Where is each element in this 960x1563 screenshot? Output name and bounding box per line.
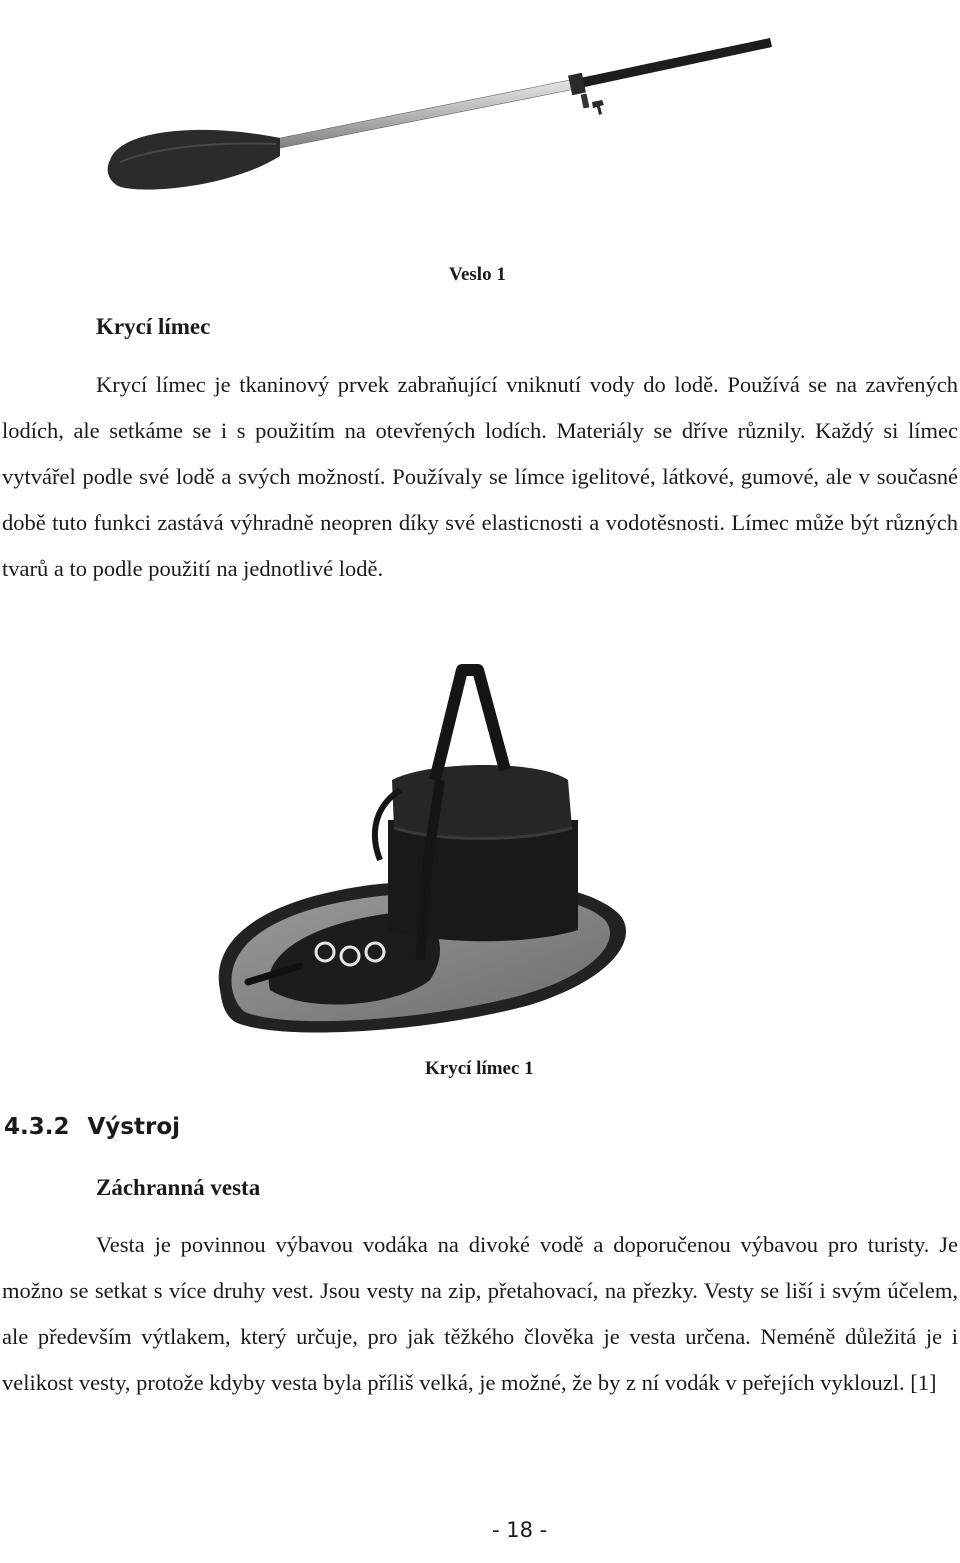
section-number: 4.3.2 <box>4 1114 70 1140</box>
section-title: Výstroj <box>87 1114 181 1140</box>
page-number: - 18 - <box>492 1518 548 1542</box>
spray-skirt-caption: Krycí límec 1 <box>425 1058 534 1079</box>
heading-kryci-limec: Krycí límec <box>96 314 211 339</box>
paragraph-zachranna-vesta <box>2 1222 958 1406</box>
paddle-caption: Veslo 1 <box>449 264 506 285</box>
spray-skirt-image <box>200 660 640 1050</box>
heading-zachranna-vesta: Záchranná vesta <box>96 1175 261 1200</box>
paragraph-kryci-limec-text: Krycí límec je tkaninový prvek zabraňující vniknutí vody do lodě. Používá se na zavřených lodích, ale setkáme se i s použitím na otevřených lodích. Materiály se dříve různily. Každý si límec vytvářel podle své lodě a svých možností. Používaly se límce igelitové, látkové, gumové, ale v současné době tuto funkci zastává výhradně neopren díky své elasticnosti a vodotěsnosti. Límec může být různých tvarů a to podle použití na jednotlivé lodě. <box>2 372 958 581</box>
paragraph-zachranna-vesta-text: Vesta je povinnou výbavou vodáka na divoké vodě a doporučenou výbavou pro turisty. Je možno se setkat s více druhy vest. Jsou vesty na zip, přetahovací, na přezky. Vesty se liší i svým účelem, ale především výtlakem, který určuje, pro jak těžkého člověka je vesta určena. Neméně důležitá je i velikost vesty, protože kdyby vesta byla příliš velká, je možné, že by z ní vodák v peřejích vyklouzl. [1] <box>2 1232 958 1395</box>
paragraph-kryci-limec <box>2 362 958 592</box>
section-heading-vystroj <box>4 1114 180 1140</box>
paddle-image <box>80 10 800 210</box>
